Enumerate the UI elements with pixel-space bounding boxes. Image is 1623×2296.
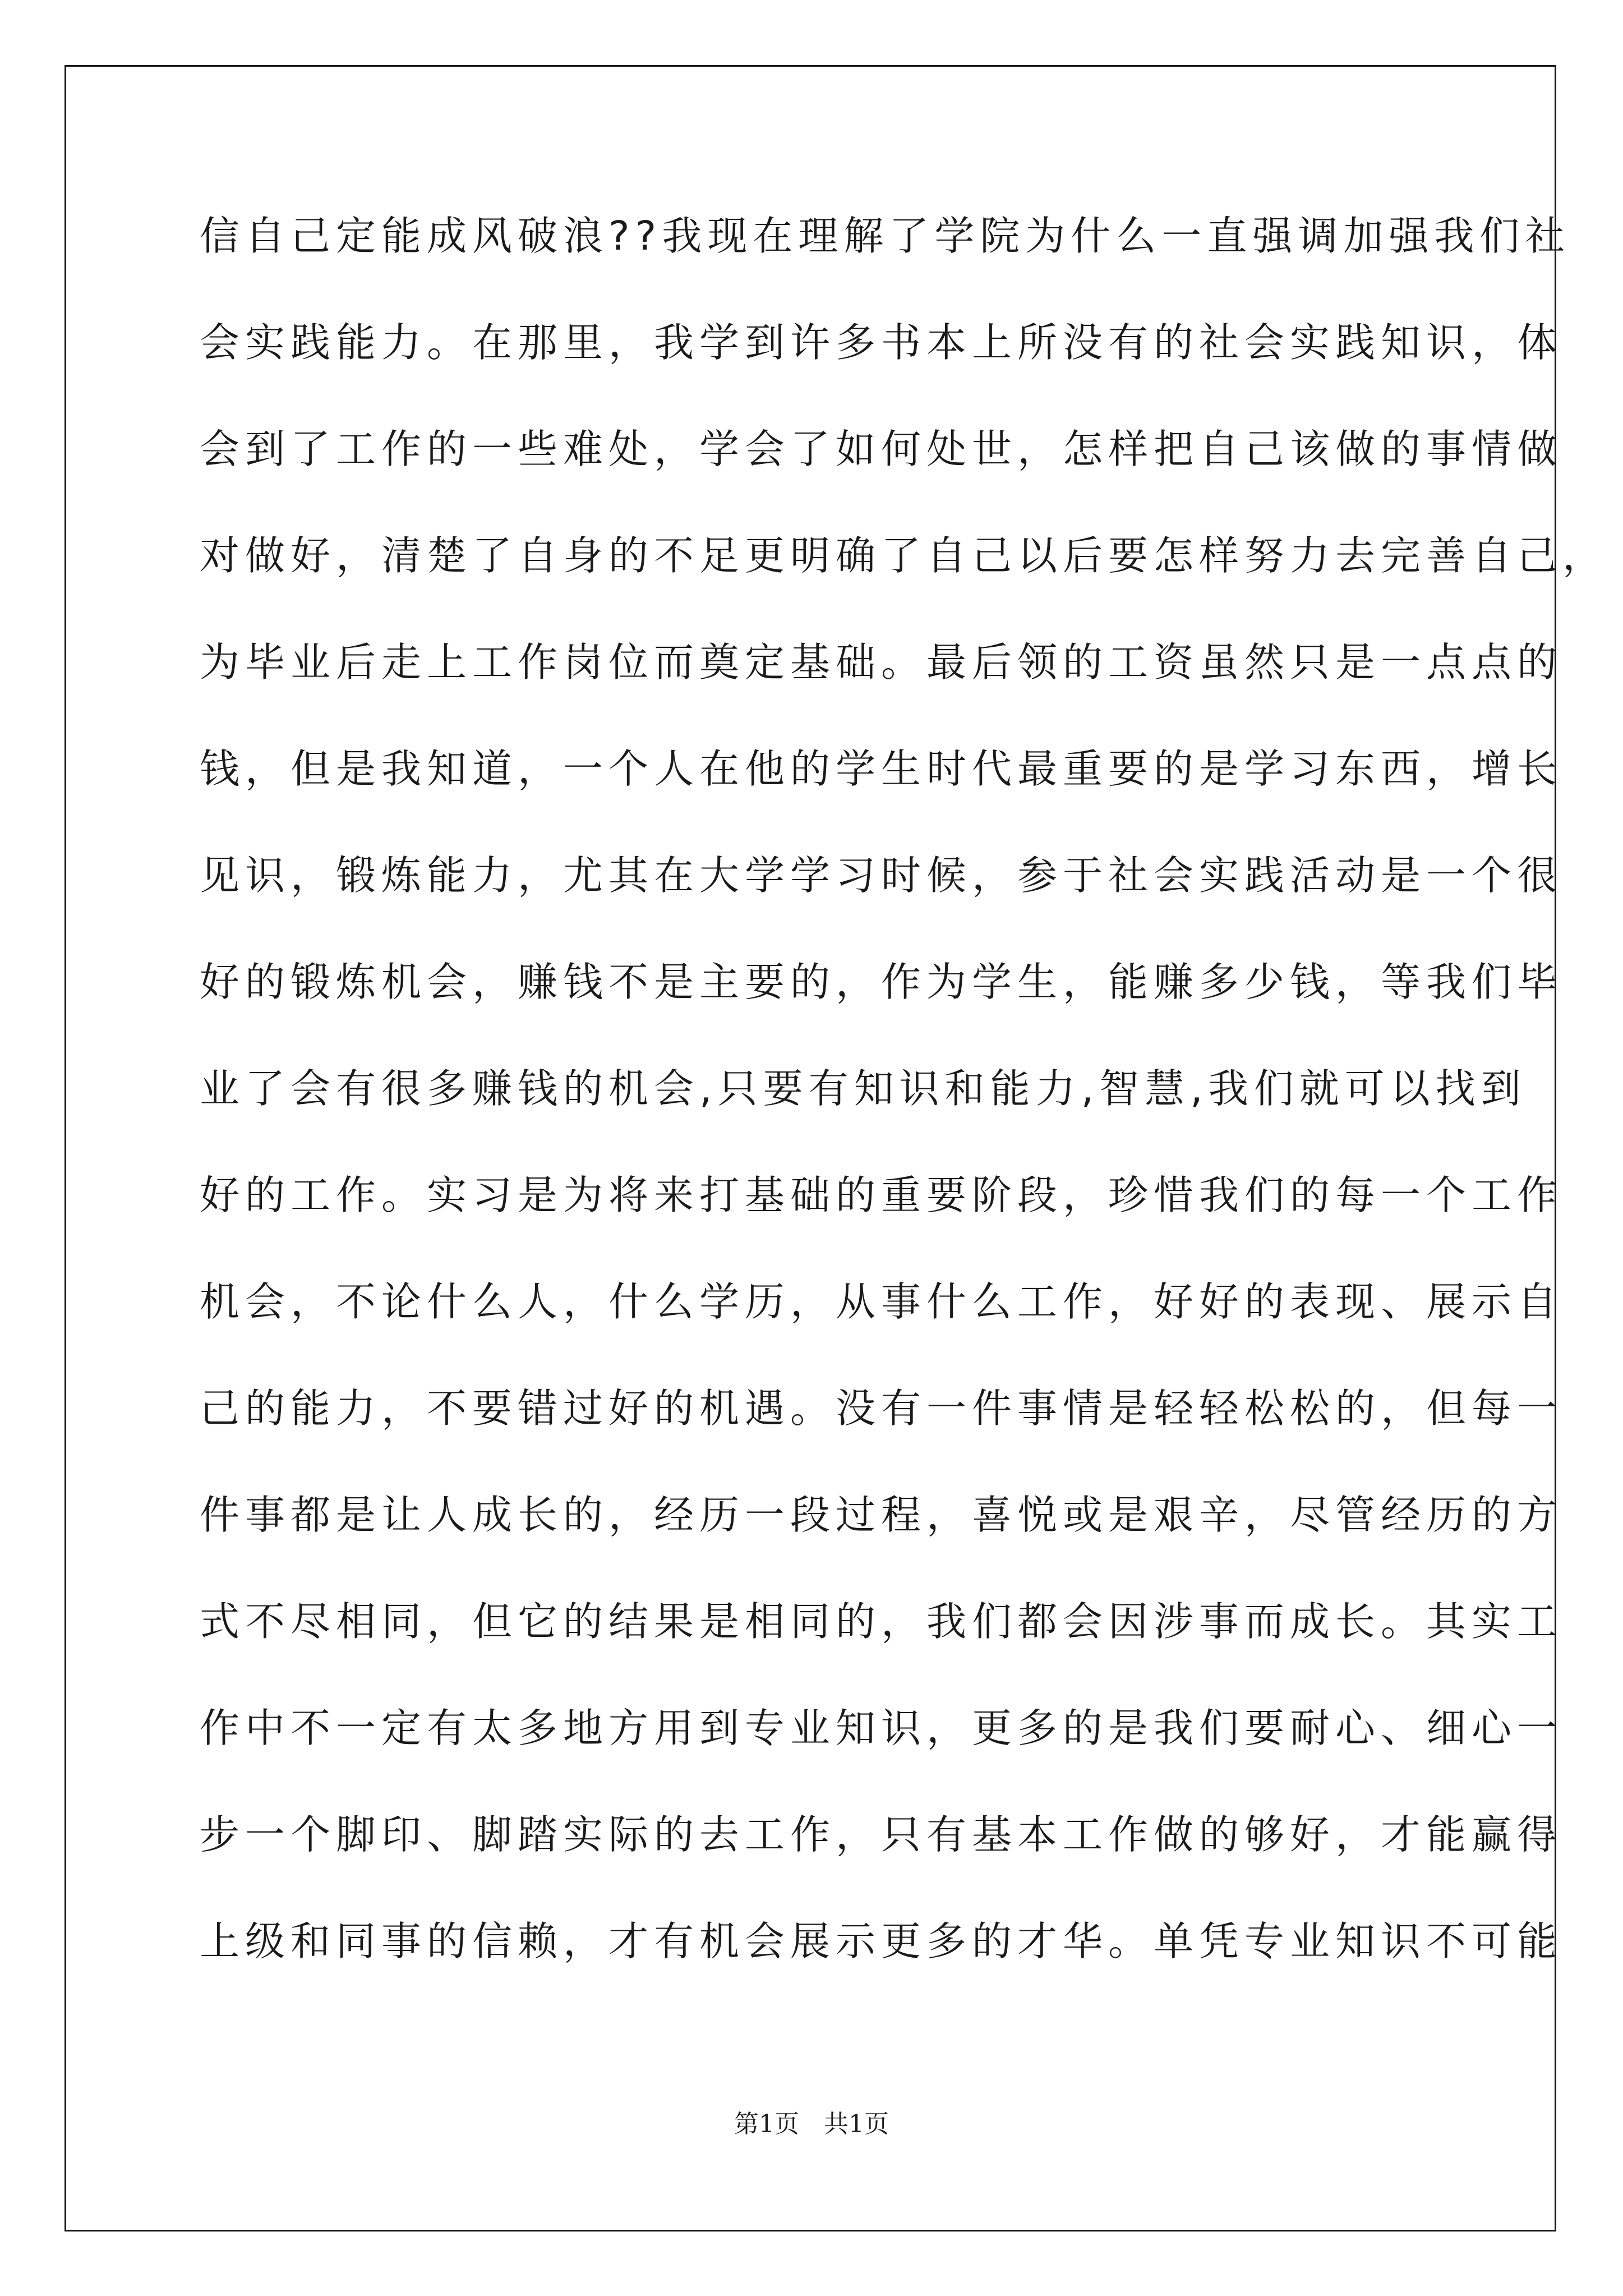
text-line: 会实践能力。在那里，我学到许多书本上所没有的社会实践知识，体 <box>200 319 1563 366</box>
text-line: 见识，锻炼能力，尤其在大学学习时候，参于社会实践活动是一个很 <box>200 852 1563 899</box>
text-line: 作中不一定有太多地方用到专业知识，更多的是我们要耐心、细心一 <box>200 1705 1563 1751</box>
text-line: 己的能力，不要错过好的机遇。没有一件事情是轻轻松松的，但每一 <box>200 1385 1563 1432</box>
text-line: 机会，不论什么人，什么学历，从事什么工作，好好的表现、展示自 <box>200 1278 1563 1325</box>
text-line: 对做好，清楚了自身的不足更明确了自己以后要怎样努力去完善自己， <box>200 532 1608 579</box>
page-number: 第1页 <box>734 2110 799 2138</box>
text-line: 会到了工作的一些难处，学会了如何处世，怎样把自己该做的事情做 <box>200 426 1563 472</box>
text-line: 业了会有很多赚钱的机会,只要有知识和能力,智慧,我们就可以找到 <box>200 1065 1527 1112</box>
text-line: 上级和同事的信赖，才有机会展示更多的才华。单凭专业知识不可能 <box>200 1918 1563 1964</box>
text-line: 信自己定能成风破浪??我现在理解了学院为什么一直强调加强我们社 <box>200 213 1571 259</box>
page-footer <box>0 2104 1623 2139</box>
text-line: 式不尽相同，但它的结果是相同的，我们都会因涉事而成长。其实工 <box>200 1598 1563 1645</box>
text-line: 好的锻炼机会，赚钱不是主要的，作为学生，能赚多少钱，等我们毕 <box>200 959 1563 1005</box>
text-line: 步一个脚印、脚踏实际的去工作，只有基本工作做的够好，才能赢得 <box>200 1811 1563 1858</box>
text-line: 好的工作。实习是为将来打基础的重要阶段，珍惜我们的每一个工作 <box>200 1172 1563 1218</box>
text-line: 为毕业后走上工作岗位而奠定基础。最后领的工资虽然只是一点点的 <box>200 639 1563 685</box>
text-line: 钱，但是我知道，一个人在他的学生时代最重要的是学习东西，增长 <box>200 746 1563 792</box>
page-total: 共1页 <box>824 2110 889 2138</box>
document-body <box>200 213 1608 2028</box>
text-line: 件事都是让人成长的，经历一段过程，喜悦或是艰辛，尽管经历的方 <box>200 1492 1563 1538</box>
